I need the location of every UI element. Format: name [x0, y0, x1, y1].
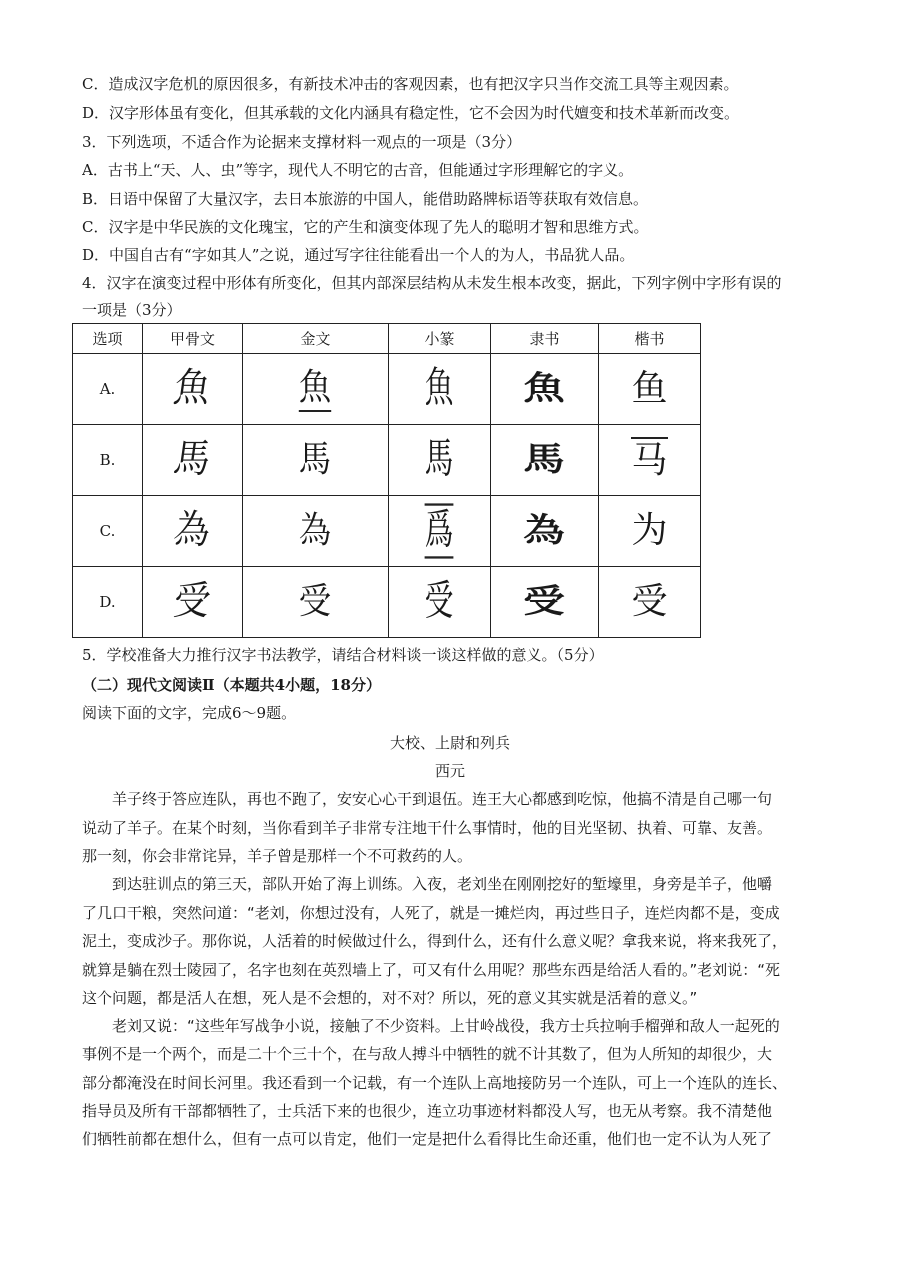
glyph-table-header	[73, 324, 701, 354]
story-line: 部分都淹没在时间长河里。我还看到一个记载，有一个连队上高地接防另一个连队，可上一个连队的连长、	[82, 1074, 788, 1092]
regular-glyph: 马	[631, 437, 667, 483]
bronze-glyph: 馬	[299, 439, 332, 480]
table-row	[73, 354, 701, 425]
story-line: 泥土，变成沙子。那你说，人活着的时候做过什么，得到什么，还有什么意义呢？拿我来说，将来我死了，	[82, 932, 788, 950]
option-d-q2: D．汉字形体虽有变化，但其承载的文化内涵具有稳定性，它不会因为时代嬗变和技术革新而改变。	[82, 104, 740, 122]
small-seal-glyph: 魚	[425, 364, 454, 412]
option-a-q3: A．古书上“天、人、虫”等字，现代人不明它的古音，但能通过字形理解它的字义。	[82, 161, 634, 179]
question-4: 4．汉字在演变过程中形体有所变化，但其内部深层结构从未发生根本改变，据此，下列字例中字形有误的	[82, 274, 782, 292]
header-bronze: 金文	[243, 324, 389, 354]
story-line: 事例不是一个两个，而是二十个三十个，在与敌人搏斗中牺牲的就不计其数了，但为人所知的却很少，大	[82, 1045, 773, 1063]
header-option: 选项	[73, 324, 143, 354]
regular-glyph: 鱼	[631, 368, 668, 409]
story-line: 到达驻训点的第三天，部队开始了海上训练。入夜，老刘坐在刚刚挖好的堑壕里，身旁是羊子，他嚼	[82, 875, 773, 893]
option-c-q2: C．造成汉字危机的原因很多，有新技术冲击的客观因素，也有把汉字只当作交流工具等主观因素。	[82, 75, 739, 93]
story-line: 们牺牲前都在想什么，但有一点可以肯定，他们一定是把什么看得比生命还重，他们也一定不认为人死了	[82, 1130, 773, 1148]
header-regular: 楷书	[599, 324, 701, 354]
question-5: 5．学校准备大力推行汉字书法教学，请结合材料谈一谈这样做的意义。（5分）	[82, 646, 604, 664]
story-line: 羊子终于答应连队，再也不跑了，安安心心干到退伍。连王大心都感到吃惊，他搞不清是自己哪一句	[82, 790, 773, 808]
header-clerical: 隶书	[491, 324, 599, 354]
oracle-bone-glyph: 受	[171, 578, 214, 624]
story-line: 老刘又说：“这些年写战争小说，接触了不少资料。上甘岭战役，我方士兵拉响手榴弹和敌人一起死的	[82, 1017, 780, 1035]
story-line: 就算是躺在烈士陵园了，名字也刻在英烈墙上了，可又有什么用呢？那些东西是给活人看的。”老刘说：“死	[82, 961, 781, 979]
story-title: 大校、上尉和列兵	[389, 734, 510, 752]
story-author: 西元	[434, 762, 465, 780]
story-line: 说动了羊子。在某个时刻，当你看到羊子非常专注地干什么事情时，他的目光坚韧、执着、可靠、友善。	[82, 819, 773, 837]
table-row	[73, 425, 701, 496]
option-b-q3: B．日语中保留了大量汉字，去日本旅游的中国人，能借助路牌标语等获取有效信息。	[82, 190, 649, 208]
row-option: C.	[73, 496, 143, 567]
bronze-glyph: 為	[299, 510, 332, 551]
glyph-table	[72, 323, 701, 638]
clerical-glyph: 為	[523, 512, 566, 549]
regular-glyph: 受	[631, 581, 668, 622]
story-line: 那一刻，你会非常诧异，羊子曾是那样一个不可救药的人。	[82, 847, 473, 865]
row-option: D.	[73, 567, 143, 638]
table-row	[73, 496, 701, 567]
clerical-glyph: 受	[523, 583, 566, 620]
clerical-glyph: 魚	[523, 370, 566, 407]
small-seal-glyph: 馬	[425, 435, 454, 483]
question-4-cont: 一项是（3分）	[82, 301, 182, 319]
question-3: 3．下列选项，不适合作为论据来支撑材料一观点的一项是（3分）	[82, 133, 522, 151]
section-heading: （二）现代文阅读Ⅱ（本题共4小题，18分）	[82, 676, 381, 694]
oracle-bone-glyph: 魚	[171, 365, 214, 411]
small-seal-glyph: 受	[425, 577, 454, 625]
story-line: 指导员及所有干部都牺牲了，士兵活下来的也很少，连立功事迹材料都没人写，也无从考察。我不清楚他	[82, 1102, 773, 1120]
story-line: 这个问题，都是活人在想，死人是不会想的，对不对？所以，死的意义其实就是活着的意义。”	[82, 989, 698, 1007]
option-d-q3: D．中国自古有“字如其人”之说，通过写字往往能看出一个人的为人，书品犹人品。	[82, 246, 635, 264]
clerical-glyph: 馬	[523, 441, 566, 478]
bronze-glyph: 受	[299, 581, 332, 622]
table-row	[73, 567, 701, 638]
oracle-bone-glyph: 為	[171, 507, 214, 553]
bronze-glyph: 魚	[299, 366, 331, 412]
reading-instruction: 阅读下面的文字，完成6～9题。	[82, 704, 297, 722]
row-option: A.	[73, 354, 143, 425]
option-c-q3: C．汉字是中华民族的文化瑰宝，它的产生和演变体现了先人的聪明才智和思维方式。	[82, 218, 649, 236]
header-oracle-bone: 甲骨文	[143, 324, 243, 354]
header-small-seal: 小篆	[389, 324, 491, 354]
story-line: 了几口干粮，突然问道：“老刘，你想过没有，人死了，就是一摊烂肉，再过些日子，连烂肉都不是，变成	[82, 904, 780, 922]
small-seal-glyph: 爲	[425, 503, 454, 558]
row-option: B.	[73, 425, 143, 496]
oracle-bone-glyph: 馬	[171, 436, 214, 482]
regular-glyph: 为	[631, 510, 668, 551]
